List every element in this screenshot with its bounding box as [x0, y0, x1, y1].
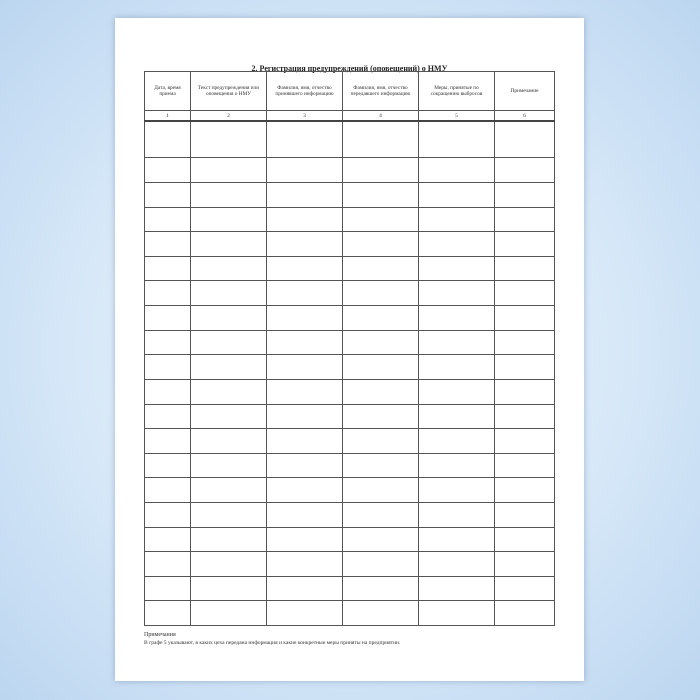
table-cell	[343, 207, 419, 232]
table-row	[145, 281, 555, 306]
table-cell	[267, 379, 343, 404]
table-cell	[145, 404, 191, 429]
column-number: 5	[419, 111, 495, 122]
table-cell	[191, 256, 267, 281]
table-cell	[191, 379, 267, 404]
table-cell	[419, 281, 495, 306]
table-cell	[191, 502, 267, 527]
table-cell	[343, 232, 419, 257]
table-cell	[191, 330, 267, 355]
table-cell	[495, 256, 555, 281]
table-cell	[343, 601, 419, 626]
table-cell	[191, 207, 267, 232]
table-cell	[495, 121, 555, 158]
table-cell	[191, 404, 267, 429]
table-cell	[495, 404, 555, 429]
table-cell	[145, 429, 191, 454]
table-cell	[191, 355, 267, 380]
table-cell	[419, 502, 495, 527]
table-cell	[419, 306, 495, 331]
table-cell	[145, 527, 191, 552]
table-cell	[145, 576, 191, 601]
table-row	[145, 355, 555, 380]
table-cell	[191, 453, 267, 478]
table-cell	[191, 306, 267, 331]
table-row	[145, 306, 555, 331]
table-cell	[267, 330, 343, 355]
table-cell	[191, 232, 267, 257]
table-cell	[343, 330, 419, 355]
table-cell	[343, 355, 419, 380]
table-cell	[495, 453, 555, 478]
table-cell	[495, 232, 555, 257]
table-cell	[145, 502, 191, 527]
table-cell	[495, 527, 555, 552]
table-cell	[495, 478, 555, 503]
notes-text: В графе 5 указывают, в каких цеха передана информация и какие конкретные меры приняты на предприятии.	[144, 640, 401, 646]
column-header-date: Дата, время приема	[145, 72, 191, 111]
table-cell	[495, 207, 555, 232]
table-cell	[495, 379, 555, 404]
table-cell	[419, 355, 495, 380]
table-cell	[495, 330, 555, 355]
column-number: 6	[495, 111, 555, 122]
table-row	[145, 183, 555, 208]
registration-table	[144, 71, 555, 626]
table-row	[145, 478, 555, 503]
table-cell	[419, 330, 495, 355]
table-row	[145, 121, 555, 158]
table-cell	[145, 453, 191, 478]
table-cell	[419, 478, 495, 503]
table-cell	[145, 379, 191, 404]
notes-heading: Примечания	[144, 632, 176, 638]
table-cell	[495, 502, 555, 527]
table-cell	[419, 601, 495, 626]
column-number: 3	[267, 111, 343, 122]
table-cell	[191, 576, 267, 601]
table-row	[145, 552, 555, 577]
table-cell	[191, 158, 267, 183]
column-number: 2	[191, 111, 267, 122]
table-cell	[495, 576, 555, 601]
table-cell	[419, 552, 495, 577]
document-page	[115, 18, 584, 681]
table-cell	[419, 207, 495, 232]
column-number: 1	[145, 111, 191, 122]
table-cell	[267, 232, 343, 257]
table-cell	[267, 121, 343, 158]
table-cell	[267, 601, 343, 626]
table-cell	[267, 183, 343, 208]
table-cell	[419, 429, 495, 454]
column-header-sender: Фамилия, имя, отчество передавшего информацию	[343, 72, 419, 111]
table-cell	[343, 453, 419, 478]
column-number-row	[145, 111, 555, 122]
table-cell	[343, 256, 419, 281]
table-cell	[191, 552, 267, 577]
table-cell	[495, 183, 555, 208]
table-cell	[191, 527, 267, 552]
table-cell	[343, 306, 419, 331]
table-cell	[343, 478, 419, 503]
document-title: 2. Регистрация предупреждений (оповещений) о НМУ	[251, 64, 448, 73]
table-cell	[145, 281, 191, 306]
table-cell	[267, 158, 343, 183]
table-cell	[419, 183, 495, 208]
table-cell	[343, 576, 419, 601]
table-cell	[419, 158, 495, 183]
table-cell	[145, 478, 191, 503]
table-cell	[419, 576, 495, 601]
table-cell	[267, 478, 343, 503]
table-body	[145, 121, 555, 626]
table-cell	[419, 404, 495, 429]
table-cell	[419, 232, 495, 257]
table-cell	[191, 429, 267, 454]
table-cell	[191, 281, 267, 306]
table-cell	[267, 527, 343, 552]
table-cell	[267, 306, 343, 331]
table-cell	[419, 379, 495, 404]
table-row	[145, 404, 555, 429]
table-cell	[267, 552, 343, 577]
table-cell	[145, 256, 191, 281]
table-cell	[343, 502, 419, 527]
table-cell	[145, 207, 191, 232]
table-cell	[343, 429, 419, 454]
table-cell	[343, 404, 419, 429]
table-cell	[495, 552, 555, 577]
table-cell	[267, 502, 343, 527]
table-cell	[343, 281, 419, 306]
table-cell	[191, 601, 267, 626]
table-cell	[145, 158, 191, 183]
table-cell	[267, 281, 343, 306]
table-cell	[419, 121, 495, 158]
table-cell	[343, 158, 419, 183]
table-cell	[267, 207, 343, 232]
column-header-measures: Меры, принятые по сокращению выбросов	[419, 72, 495, 111]
table-cell	[145, 306, 191, 331]
table-cell	[145, 232, 191, 257]
table-row	[145, 576, 555, 601]
table-cell	[145, 121, 191, 158]
table-cell	[267, 355, 343, 380]
table-cell	[495, 429, 555, 454]
table-cell	[145, 552, 191, 577]
table-cell	[267, 404, 343, 429]
table-cell	[495, 601, 555, 626]
table-row	[145, 330, 555, 355]
table-row	[145, 527, 555, 552]
column-header-receiver: Фамилия, имя, отчество принявшего информацию	[267, 72, 343, 111]
table-row	[145, 379, 555, 404]
table-cell	[267, 256, 343, 281]
column-header-text: Текст предупреждения или оповещения о НМУ	[191, 72, 267, 111]
table-cell	[495, 158, 555, 183]
table-row	[145, 601, 555, 626]
table-cell	[191, 183, 267, 208]
table-row	[145, 232, 555, 257]
table-cell	[191, 121, 267, 158]
table-row	[145, 502, 555, 527]
table-cell	[343, 379, 419, 404]
table-cell	[145, 601, 191, 626]
table-cell	[191, 478, 267, 503]
column-number: 4	[343, 111, 419, 122]
table-cell	[343, 527, 419, 552]
table-cell	[495, 306, 555, 331]
table-row	[145, 207, 555, 232]
table-cell	[267, 576, 343, 601]
table-cell	[343, 121, 419, 158]
table-cell	[343, 552, 419, 577]
table-cell	[267, 429, 343, 454]
table-cell	[145, 183, 191, 208]
table-cell	[419, 453, 495, 478]
table-cell	[419, 527, 495, 552]
table-cell	[343, 183, 419, 208]
table-cell	[495, 355, 555, 380]
table-row	[145, 158, 555, 183]
table-cell	[419, 256, 495, 281]
table-row	[145, 256, 555, 281]
table-row	[145, 429, 555, 454]
table-cell	[267, 453, 343, 478]
table-cell	[495, 281, 555, 306]
table-header-row	[145, 72, 555, 111]
table-cell	[145, 330, 191, 355]
column-header-notes: Примечание	[495, 72, 555, 111]
table-cell	[145, 355, 191, 380]
table-row	[145, 453, 555, 478]
